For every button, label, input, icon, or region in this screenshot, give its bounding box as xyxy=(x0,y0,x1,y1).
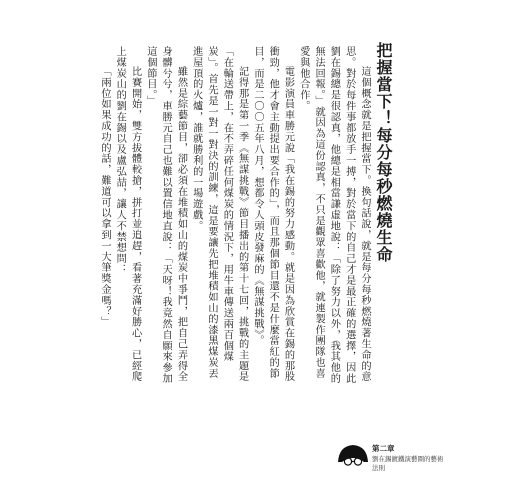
chapter-label: 第二章 xyxy=(372,444,395,453)
body-text xyxy=(98,46,372,388)
paragraph: 「兩位如果成功的話，難道可以拿到一大筆獎金嗎？」 xyxy=(98,66,110,328)
paragraph: 這個概念就是把握當下。換句話說，就是每分每秒燃燒著生命的意思。對於每件事都放手一搏，對於當下的自己才是最正確的選擇，因此劉在錫總是很認真，他總是相當謙虛地說：「除了努力以外，我其他的無法回報。」就因為這份認真，不只是觀眾喜歡他，就連製作團隊也喜愛與他合作。 xyxy=(297,46,370,384)
paragraph: 記得那是第一季《無謀挑戰》節目播出的第十七回，挑戰的主題是「在輪送帶上，在不弄碎任何煤炭的情況下，用牛車傳送兩百個煤炭」。首先是一對一對決的訓練，這是要讓先把堆積如山的漆黑煤炭丟進屋頂的火爐，誰就勝利的一場遊戲。 xyxy=(190,46,248,383)
paragraph: 電影演員車勝元說「我在錫的努力感動。就是因為欣賞在錫的那股衝勁，他才會主動提出要合作的」，而且那個節目還不是什麼當紅的節目，而是二〇〇五年八月，想都令人頭皮發麻的《無謀挑戰》。 xyxy=(251,46,294,383)
page-footer xyxy=(336,442,446,470)
face-with-glasses-icon xyxy=(336,442,370,468)
paragraph: 比賽開始，雙方拔體較搶，拼打並追趕，看著充滿好勝心，已經爬上煤炭山的劉在錫以及盧弘喆，讓人不禁想問： xyxy=(114,46,141,383)
paragraph: 雖然是綜藝節目，卻必須在堆積如山的煤炭中爭鬥，把自己弄得全身髒兮兮，車勝元自己也難以置信地直說：「天呀！我竟然自願來參加這個節目。」 xyxy=(144,46,187,384)
section-title: 把握當下！每分每秒燃燒生命 xyxy=(374,42,393,263)
chapter-subtitle: 劉在錫鍍鐵演藝圈的藝術法則 xyxy=(372,455,444,472)
